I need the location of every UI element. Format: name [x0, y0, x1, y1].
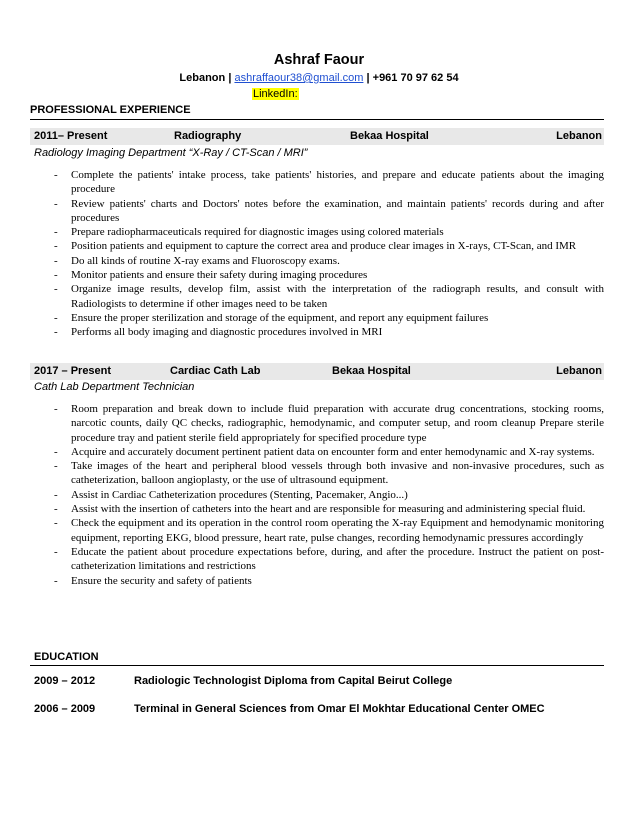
- experience-heading: PROFESSIONAL EXPERIENCE: [30, 104, 191, 116]
- job-role: Cardiac Cath Lab: [170, 365, 261, 377]
- job-header: [30, 128, 604, 145]
- education-divider: [30, 665, 604, 666]
- job-duties-list: [0, 402, 638, 588]
- separator: |: [228, 72, 232, 84]
- education-dates: 2006 – 2009: [34, 703, 96, 715]
- list-item: - Do all kinds of routine X-ray exams and Fluoroscopy exams.: [71, 254, 604, 268]
- linkedin-label: LinkedIn:: [253, 88, 298, 100]
- job-subtitle: Cath Lab Department Technician: [34, 381, 195, 393]
- list-item: - Monitor patients and ensure their safety during imaging procedures: [71, 268, 604, 282]
- job-dates: 2011– Present: [34, 130, 108, 142]
- job-country: Lebanon: [556, 365, 602, 377]
- job-role: Radiography: [174, 130, 242, 142]
- list-item: - Assist in Cardiac Catheterization procedures (Stenting, Pacemaker, Angio...): [71, 488, 604, 502]
- list-item: - Ensure the proper sterilization and storage of the equipment, and report any equipment failures: [71, 311, 604, 325]
- list-item: - Educate the patient about procedure expectations before, during, and after the procedure. Instruct the patient on post-catheterization limitations and restrictions: [71, 545, 604, 574]
- job-header: [30, 363, 604, 380]
- list-item: - Room preparation and break down to include fluid preparation with accurate drug concentrations, stocking rooms, narcotic counts, daily QC checks, radiographic, hemodynamic, and computer setup, and room cleanup Prepare sterile procedure tray and patient sterile field appropriately for specified procedure type: [71, 402, 604, 445]
- job-dates: 2017 – Present: [34, 365, 112, 377]
- job-subtitle: Radiology Imaging Department “X-Ray / CT-Scan / MRI”: [34, 147, 308, 159]
- education-description: Radiologic Technologist Diploma from Capital Beirut College: [134, 675, 453, 687]
- list-item: - Position patients and equipment to capture the correct area and produce clear images in X-rays, CT-Scan, and IMR: [71, 239, 604, 253]
- list-item: - Review patients' charts and Doctors' notes before the examination, and maintain patients' records during and after procedures: [71, 197, 604, 226]
- job-duties-list: [0, 168, 638, 340]
- phone: +961 70 97 62 54: [372, 72, 459, 84]
- job-country: Lebanon: [556, 130, 602, 142]
- list-item: - Complete the patients' intake process, take patients' histories, and prepare and educate patients about the imaging procedure: [71, 168, 604, 197]
- list-item: - Ensure the security and safety of patients: [71, 574, 604, 588]
- list-item: - Prepare radiopharmaceuticals required for diagnostic images using colored materials: [71, 225, 604, 239]
- list-item: - Acquire and accurately document pertinent patient data on encounter form and enter hemodynamic and X-ray systems.: [71, 445, 604, 459]
- contact-line: [0, 72, 638, 84]
- list-item: - Performs all body imaging and diagnostic procedures involved in MRI: [71, 325, 604, 339]
- list-item: - Organize image results, develop film, assist with the interpretation of the radiograph results, and consult with Radiologists to determine if other images need to be taken: [71, 282, 604, 311]
- list-item: - Take images of the heart and peripheral blood vessels through both invasive and non-invasive procedures, such as catheterization, balloon angioplasty, or the use of ultrasound equipment.: [71, 459, 604, 488]
- education-description: Terminal in General Sciences from Omar El Mokhtar Educational Center OMEC: [134, 703, 545, 715]
- separator: |: [366, 72, 370, 84]
- job-employer: Bekaa Hospital: [332, 365, 411, 377]
- experience-divider: [30, 119, 604, 120]
- list-item: - Check the equipment and its operation in the control room operating the X-ray Equipment and hemodynamic monitoring equipment, reporting EKG, blood pressure, heart rate, pulse changes, recording hemodynamic pressures accordingly: [71, 516, 604, 545]
- email-link[interactable]: ashraffaour38@gmail.com: [234, 72, 364, 84]
- location: Lebanon: [179, 72, 226, 84]
- education-dates: 2009 – 2012: [34, 675, 96, 687]
- list-item: - Assist with the insertion of catheters into the heart and are responsible for measuring and administering special fluid.: [71, 502, 604, 516]
- candidate-name: Ashraf Faour: [273, 52, 365, 68]
- job-employer: Bekaa Hospital: [350, 130, 429, 142]
- education-heading: EDUCATION: [34, 651, 99, 663]
